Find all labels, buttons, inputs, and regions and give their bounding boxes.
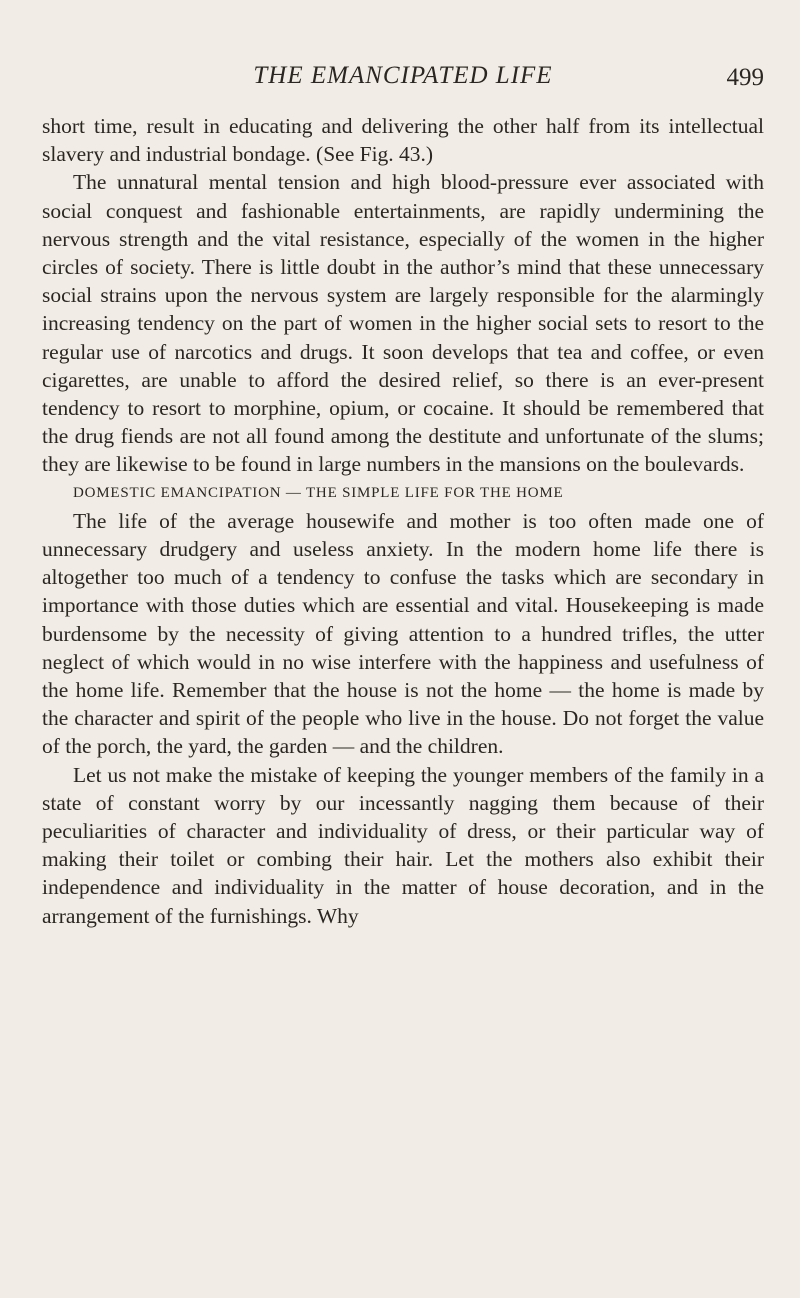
running-head	[42, 62, 764, 98]
body-text	[42, 112, 764, 930]
paragraph-housewife: The life of the average housewife and mother is too often made one of unnecessary drudgery and useless anxiety. In the modern home life there is altogether too much of a tendency to confuse the tasks which are secondary in importance with those duties which are essential and vital. Housekeeping is made burdensome by the necessity of giving attention to a hundred trifles, the utter neglect of which would in no wise interfere with the happiness and usefulness of the home life. Remember that the house is not the home — the home is made by the character and spirit of the people who live in the house. Do not forget the value of the porch, the yard, the garden — and the children.	[42, 508, 764, 759]
page-number: 499	[726, 64, 764, 91]
paragraph-younger-members: Let us not make the mistake of keeping the younger members of the family in a state of constant worry by our incessantly nagging them because of their peculiarities of character and individuality of dress, or their particular way of making their toilet or combing their hair. Let the mothers also exhibit their independence and individuality in the matter of house decoration, and in the arrangement of the furnishings. Why	[42, 762, 764, 928]
paragraph-social-strain: The unnatural mental tension and high blood-pressure ever associated with social conquest and fashionable entertainments, are rapidly undermining the nervous strength and the vital resistance, especially of the women in the higher circles of society. There is little doubt in the author’s mind that these unnecessary social strains upon the nervous system are largely responsible for the alarmingly increasing tendency on the part of women in the higher social sets to resort to the regular use of narcotics and drugs. It soon develops that tea and coffee, or even cigarettes, are unable to afford the desired relief, so there is an ever-present tendency to resort to morphine, opium, or cocaine. It should be remembered that the drug fiends are not all found among the destitute and unfortunate of the slums; they are likewise to be found in large numbers in the mansions on the boulevards.	[42, 170, 764, 477]
section-heading: DOMESTIC EMANCIPATION — THE SIMPLE LIFE FOR THE HOME	[73, 484, 564, 501]
paragraph-continuation: short time, result in educating and delivering the other half from its intellectual slavery and industrial bondage. (See Fig. 43.)	[42, 114, 764, 167]
running-title: THE EMANCIPATED LIFE	[253, 62, 553, 89]
